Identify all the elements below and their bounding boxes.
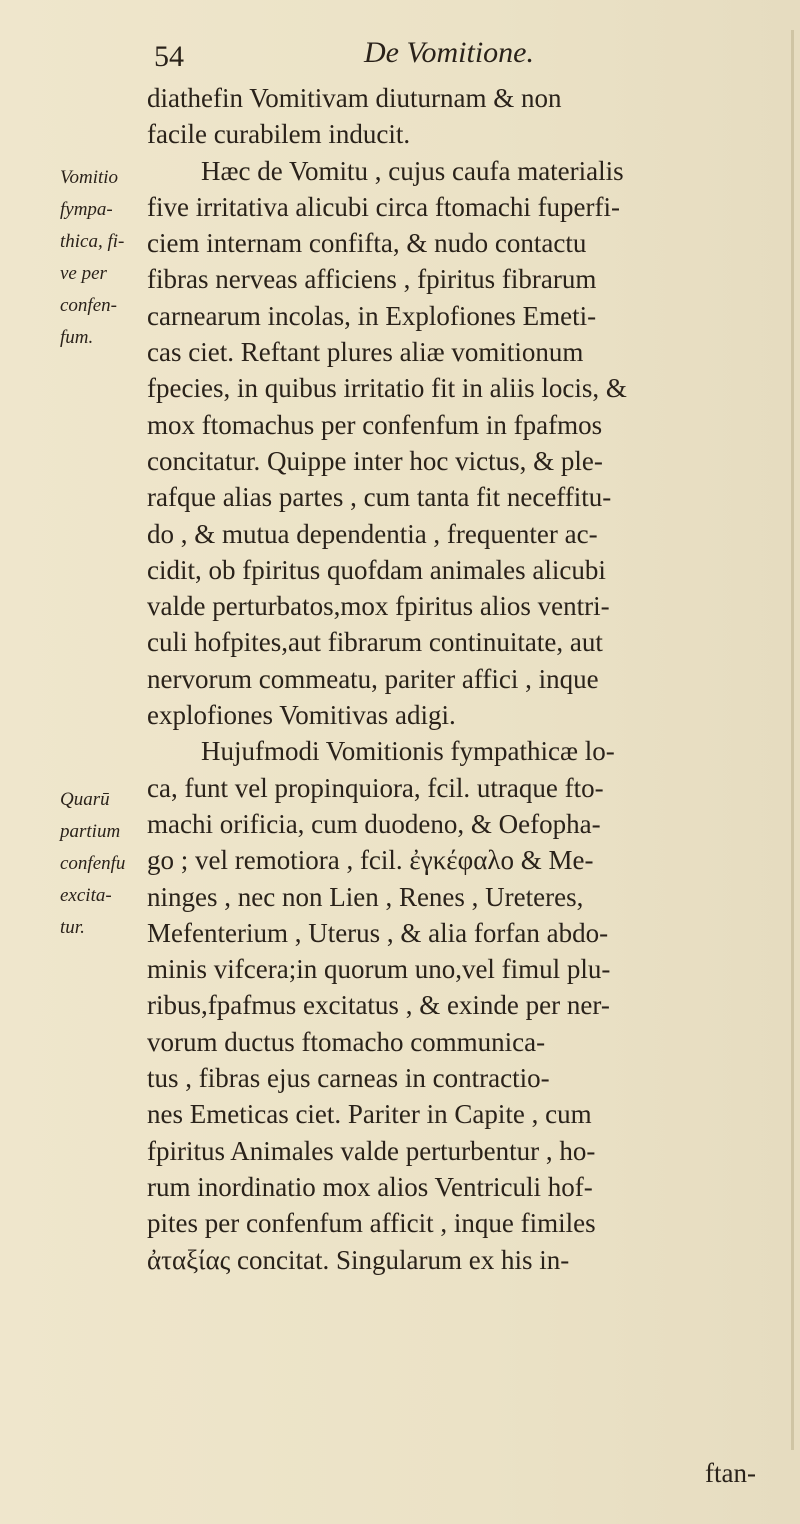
margin-note-line: fympa- <box>60 199 113 220</box>
text-line: Mefenterium , Uterus , & alia forfan abdo- <box>147 917 609 948</box>
text-line: do , & mutua dependentia , frequenter ac- <box>147 518 598 549</box>
margin-note-line: confen- <box>60 295 117 316</box>
text-line: nervorum commeatu, pariter affici , inque <box>147 663 599 694</box>
text-line: rum inordinatio mox alios Ventriculi hof- <box>147 1171 593 1202</box>
margin-note-line: ve per <box>60 263 107 284</box>
text-line: Hujufmodi Vomitionis fympathicæ lo- <box>201 736 615 767</box>
text-line: go ; vel remotiora , fcil. ἐγκέφαλο & Me- <box>147 845 594 876</box>
text-line: fibras nerveas afficiens , fpiritus fibrarum <box>147 264 597 295</box>
text-line: fpecies, in quibus irritatio fit in aliis locis, & <box>147 373 627 404</box>
margin-note-line: confenfu <box>60 853 126 874</box>
text-line: culi hofpites,aut fibrarum continuitate, aut <box>147 627 603 658</box>
text-line: ca, funt vel propinquiora, fcil. utraque fto- <box>147 772 604 803</box>
margin-note-line: partium <box>60 821 121 842</box>
text-line: carnearum incolas, in Explofiones Emeti- <box>147 300 597 331</box>
text-line: diathefin Vomitivam diuturnam & non <box>147 83 562 113</box>
page-header <box>148 30 708 80</box>
text-line: facile curabilem inducit. <box>147 119 411 150</box>
text-line: ribus,fpafmus excitatus , & exinde per ner- <box>147 990 610 1021</box>
text-line: concitatur. Quippe inter hoc victus, & ple- <box>147 445 603 476</box>
text-line: minis vifcera;in quorum uno,vel fimul plu- <box>147 954 611 985</box>
margin-note-line: fum. <box>60 327 94 348</box>
margin-note-line: Vomitio <box>60 167 119 188</box>
text-line: ἀταξίας concitat. Singularum ex his in- <box>147 1244 570 1275</box>
text-line: rafque alias partes , cum tanta fit neceffitu- <box>147 482 612 513</box>
margin-note-line: tur. <box>60 917 85 938</box>
text-line: cidit, ob fpiritus quofdam animales alicubi <box>147 554 606 585</box>
running-title: De Vomitione. <box>364 36 534 69</box>
text-line: valde perturbatos,mox fpiritus alios ventri- <box>147 591 610 622</box>
text-line: fpiritus Animales valde perturbentur , ho- <box>147 1135 596 1166</box>
text-line: ciem internam confifta, & nudo contactu <box>147 228 587 259</box>
text-line: ninges , nec non Lien , Renes , Ureteres, <box>147 881 584 912</box>
page-number: 54 <box>154 40 184 73</box>
text-line: cas ciet. Reftant plures aliæ vomitionum <box>147 337 584 368</box>
text-line: mox ftomachus per confenfum in fpafmos <box>147 409 603 440</box>
text-line: explofiones Vomitivas adigi. <box>147 700 456 731</box>
text-line: tus , fibras ejus carneas in contractio- <box>147 1063 550 1094</box>
text-line: machi orificia, cum duodeno, & Oefopha- <box>147 808 601 839</box>
text-line: vorum ductus ftomacho communica- <box>147 1026 546 1057</box>
text-line: Hæc de Vomitu , cujus caufa materialis <box>201 155 624 186</box>
margin-note-line: excita- <box>60 885 112 906</box>
text-line: nes Emeticas ciet. Pariter in Capite , cum <box>147 1099 592 1130</box>
margin-note-line: Quarū <box>60 789 110 810</box>
text-line: five irritativa alicubi circa ftomachi fuperfi- <box>147 191 621 222</box>
catchword: ftan- <box>705 1458 756 1488</box>
margin-note-sympathetic-vomiting <box>60 162 144 354</box>
text-line: pites per confenfum afficit , inque fimiles <box>147 1208 596 1239</box>
body-text <box>147 80 795 1278</box>
margin-note-line: thica, fi- <box>60 231 125 252</box>
margin-note-parts-consent <box>60 784 144 944</box>
